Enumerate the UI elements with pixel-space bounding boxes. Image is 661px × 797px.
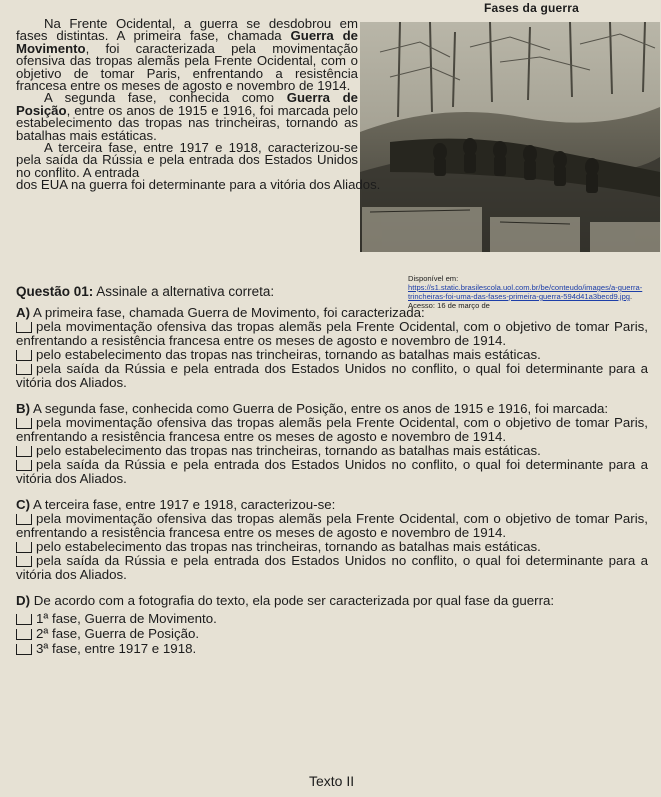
question-statement: A) A primeira fase, chamada Guerra de Movimento, foi caracterizada: bbox=[16, 305, 425, 320]
answer-checkbox[interactable] bbox=[16, 418, 32, 429]
answer-option: pelo estabelecimento das tropas nas trincheiras, tornando as batalhas mais estáticas. bbox=[16, 540, 648, 554]
answer-option: pelo estabelecimento das tropas nas trincheiras, tornando as batalhas mais estáticas. bbox=[16, 348, 648, 362]
answer-checkbox[interactable] bbox=[16, 556, 32, 567]
page-title: Fases da guerra bbox=[484, 1, 580, 15]
source-access: . Acesso: 16 de março de bbox=[408, 292, 633, 310]
answer-checkbox[interactable] bbox=[16, 614, 32, 625]
answer-option: pela saída da Rússia e pela entrada dos Estados Unidos no conflito, o qual foi determinante para a vitória dos Aliados. bbox=[16, 457, 648, 486]
source-link[interactable]: https://s1.static.brasilescola.uol.com.br/be/conteudo/images/a-guerra-trincheiras-foi-uma-das-fases-primeira-guerra-594d41a3becd9.jpg bbox=[408, 283, 643, 301]
source-citation bbox=[408, 274, 654, 310]
answer-option: pela movimentação ofensiva das tropas alemãs pela Frente Ocidental, com o objetivo de tomar Paris, enfrentando a resistência francesa entre os meses de agosto e novembro de 1914. bbox=[16, 319, 648, 348]
question-statement: B) A segunda fase, conhecida como Guerra de Posição, entre os anos de 1915 e 1916, foi marcada: bbox=[16, 401, 609, 416]
answer-checkbox[interactable] bbox=[16, 322, 32, 333]
answer-option: 2ª fase, Guerra de Posição. bbox=[16, 627, 648, 641]
question-header: Questão 01: Assinale a alternativa correta: bbox=[16, 284, 275, 299]
trench-photo-image bbox=[360, 22, 660, 252]
intro-paragraph-3: A terceira fase, entre 1917 e 1918, caracterizou-se pela saída da Rússia e pela entrada dos Estados Unidos no conflito. A entrada bbox=[16, 140, 358, 180]
answer-checkbox[interactable] bbox=[16, 446, 32, 457]
answer-option: pela saída da Rússia e pela entrada dos Estados Unidos no conflito, o qual foi determinante para a vitória dos Aliados. bbox=[16, 361, 648, 390]
question-item-b bbox=[16, 402, 648, 486]
answer-option: pela movimentação ofensiva das tropas alemãs pela Frente Ocidental, com o objetivo de tomar Paris, enfrentando a resistência francesa entre os meses de agosto e novembro de 1914. bbox=[16, 415, 648, 444]
answer-checkbox[interactable] bbox=[16, 644, 32, 655]
answer-option: pelo estabelecimento das tropas nas trincheiras, tornando as batalhas mais estáticas. bbox=[16, 444, 648, 458]
answer-option: 1ª fase, Guerra de Movimento. bbox=[16, 612, 648, 626]
answer-checkbox[interactable] bbox=[16, 514, 32, 525]
question-item-c bbox=[16, 498, 648, 582]
next-text-heading: Texto II bbox=[309, 773, 355, 789]
answer-option: 3ª fase, entre 1917 e 1918. bbox=[16, 642, 648, 656]
answer-option: pela saída da Rússia e pela entrada dos Estados Unidos no conflito, o qual foi determinante para a vitória dos Aliados. bbox=[16, 553, 648, 582]
question-item-a bbox=[16, 306, 648, 390]
intro-paragraph-1: Na Frente Ocidental, a guerra se desdobrou em fases distintas. A primeira fase, chamada Guerra de Movimento, foi caracterizada pela movimentação ofensiva das tropas alemãs pela Frente Ocidental, com o objetivo de tomar Paris, enfrentando a resistência francesa entre os meses de agosto e novembro de 1914. bbox=[16, 16, 358, 94]
intro-paragraph-3-end: dos EUA na guerra foi determinante para a vitória dos Aliados. bbox=[16, 177, 381, 193]
question-item-d bbox=[16, 594, 648, 656]
trench-photograph bbox=[360, 22, 660, 252]
answer-checkbox[interactable] bbox=[16, 460, 32, 471]
intro-paragraph-2: A segunda fase, conhecida como Guerra de Posição, entre os anos de 1915 e 1916, foi marcada pelo estabelecimento das tropas nas trincheiras, tornando as batalhas mais estáticas. bbox=[16, 90, 358, 143]
answer-checkbox[interactable] bbox=[16, 542, 32, 553]
question-statement: C) A terceira fase, entre 1917 e 1918, caracterizou-se: bbox=[16, 497, 336, 512]
answer-options bbox=[16, 612, 648, 656]
answer-checkbox[interactable] bbox=[16, 364, 32, 375]
question-statement: D) De acordo com a fotografia do texto, ela pode ser caracterizada por qual fase da guerra: bbox=[16, 593, 555, 608]
answer-option: pela movimentação ofensiva das tropas alemãs pela Frente Ocidental, com o objetivo de tomar Paris, enfrentando a resistência francesa entre os meses de agosto e novembro de 1914. bbox=[16, 511, 648, 540]
question-list bbox=[16, 306, 648, 668]
source-label: Disponível em: bbox=[408, 274, 459, 283]
intro-text bbox=[16, 16, 381, 193]
answer-checkbox[interactable] bbox=[16, 350, 32, 361]
answer-checkbox[interactable] bbox=[16, 629, 32, 640]
